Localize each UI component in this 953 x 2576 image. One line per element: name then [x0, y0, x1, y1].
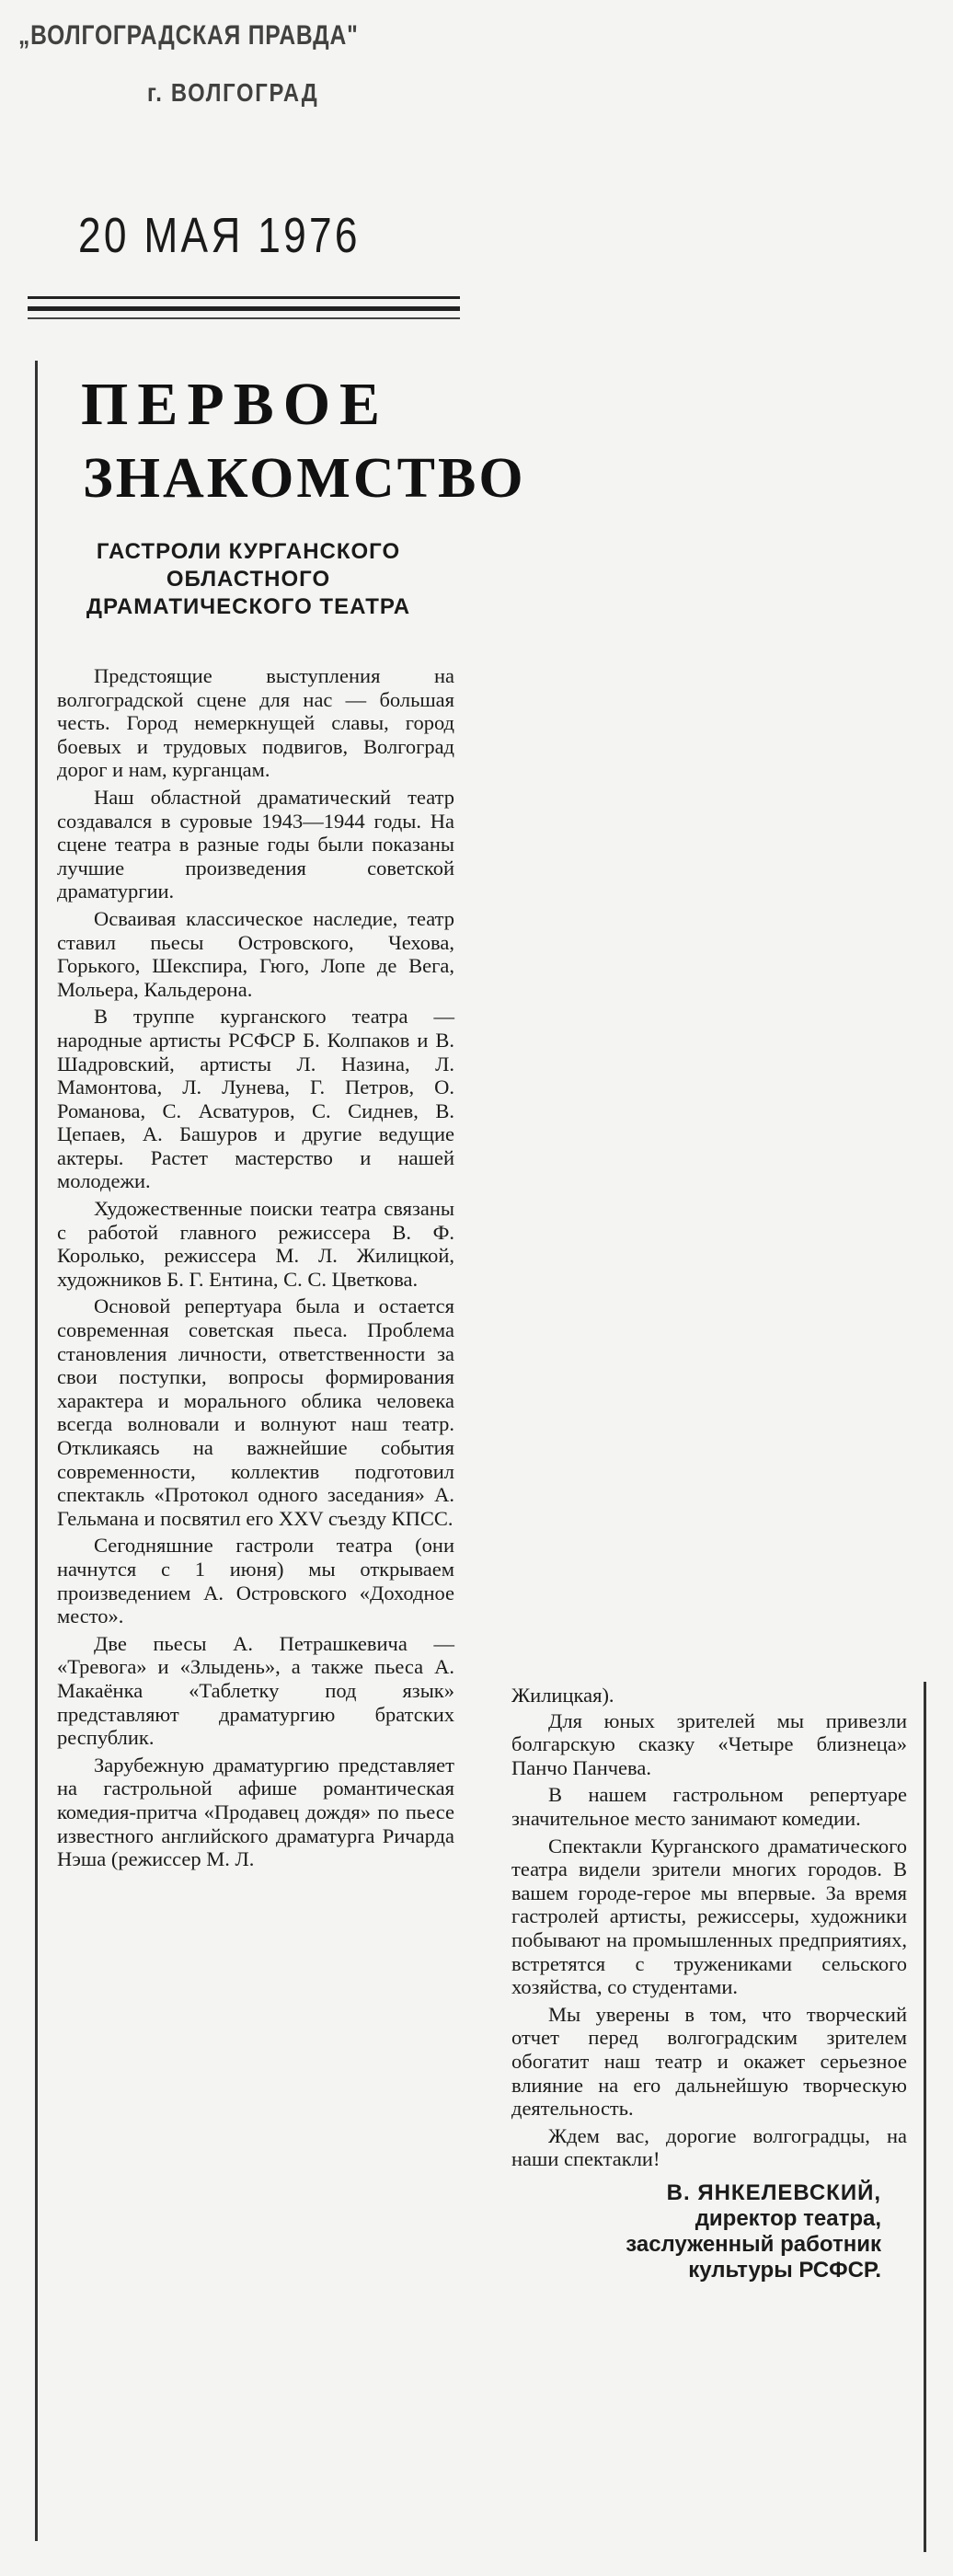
paragraph: Предстоящие выступления на волгоградской сцене для нас — большая честь. Город немеркнущей славы, город боевых и трудовых подвигов, Волгоград дорог и нам, курганцам.: [57, 664, 454, 782]
paragraph: Мы уверены в том, что творческий отчет перед волгоградским зрителем обогатит наш театр и окажет серьезное влияние на его дальнейшую творческую деятельность.: [511, 2002, 907, 2121]
paragraph: Основой репертуара была и остается современная советская пьеса. Проблема становления личности, ответственности за свои поступки, вопросы формирования характера и морального облика человека всегда волновали и волнуют наш театр. Откликаясь на важнейшие события современности, коллектив подготовил спектакль «Протокол одного заседания» А. Гельмана и посвятил его XXV съезду КПСС.: [57, 1294, 454, 1530]
author-signature: [511, 2180, 907, 2283]
paragraph: Для юных зрителей мы привезли болгарскую сказку «Четыре близнеца» Панчо Панчева.: [511, 1708, 907, 1779]
article-body-continuation: [511, 1684, 907, 2283]
divider-rule-thick: [28, 306, 460, 311]
paragraph: Сегодняшние гастроли театра (они начнутся с 1 июня) мы открываем произведением А. Островского «Доходное место».: [57, 1534, 454, 1628]
paragraph: Зарубежную драматургию представляет на гастрольной афише романтическая комедия-притча «Продавец дождя» по пьесе известного английского драматурга Ричарда Нэша (режиссер М. Л.: [57, 1753, 454, 1871]
paragraph: Две пьесы А. Петрашкевича — «Тревога» и «Злыдень», а также пьеса А. Макаёнка «Таблетку под язык» представляют драматургию братских республик.: [57, 1631, 454, 1750]
headline-line-1: ПЕРВОЕ: [81, 371, 390, 438]
article-headline: [46, 368, 526, 515]
article-subheadline: ГАСТРОЛИ КУРГАНСКОГО ОБЛАСТНОГО ДРАМАТИЧЕСКОГО ТЕАТРА: [86, 539, 411, 619]
continuation-fragment: Жилицкая).: [511, 1684, 614, 1707]
article-body-main: [57, 664, 454, 1875]
author-name: В. ЯНКЕЛЕВСКИЙ,: [666, 2179, 881, 2205]
paragraph: Ждем вас, дорогие волгоградцы, на наши спектакли!: [511, 2123, 907, 2171]
divider-rule-thin: [28, 317, 460, 319]
newspaper-name: „ВОЛГОГРАДСКАЯ ПРАВДА": [18, 20, 359, 51]
newspaper-stamp: [37, 18, 469, 313]
author-title-line-2: культуры РСФСР.: [688, 2257, 881, 2283]
paragraph: В труппе курганского театра — народные артисты РСФСР Б. Колпаков и В. Шадровский, артисты Л. Назина, Л. Мамонтова, Л. Лунева, Г. Петров, О. Романова, С. Асватуров, С. Сиднев, В. Цепаев, А. Башуров и другие ведущие актеры. Растет мастерство и нашей молодежи.: [57, 1005, 454, 1193]
divider-rule: [28, 296, 460, 299]
newspaper-city: г. ВОЛГОГРАД: [147, 78, 319, 107]
paragraph: Осваивая классическое наследие, театр ставил пьесы Островского, Чехова, Горького, Шекспира, Гюго, Лопе де Вега, Мольера, Кальдерона.: [57, 906, 454, 1001]
author-position: директор театра,: [695, 2205, 881, 2231]
paragraph: Наш областной драматический театр создавался в суровые 1943—1944 годы. На сцене театра в разные годы были показаны лучшие произведения советской драматургии.: [57, 785, 454, 903]
publication-date: 20 МАЯ 1976: [78, 208, 361, 263]
paragraph: Художественные поиски театра связаны с работой главного режиссера В. Ф. Королько, режиссера М. Л. Жилицкой, художников Б. Г. Ентина, С. С. Цветкова.: [57, 1197, 454, 1291]
headline-line-2: ЗНАКОМСТВО: [83, 447, 526, 510]
paragraph: Спектакли Курганского драматического театра видели зрители многих городов. В вашем городе-герое мы впервые. За время гастролей артисты, режиссеры, художники побывают на промышленных предприятиях, встретятся с тружениками сельского хозяйства, со студентами.: [511, 1834, 907, 1999]
paragraph: В нашем гастрольном репертуаре значительное место занимают комедии.: [511, 1783, 907, 1830]
author-title-line-1: заслуженный работник: [626, 2231, 881, 2257]
